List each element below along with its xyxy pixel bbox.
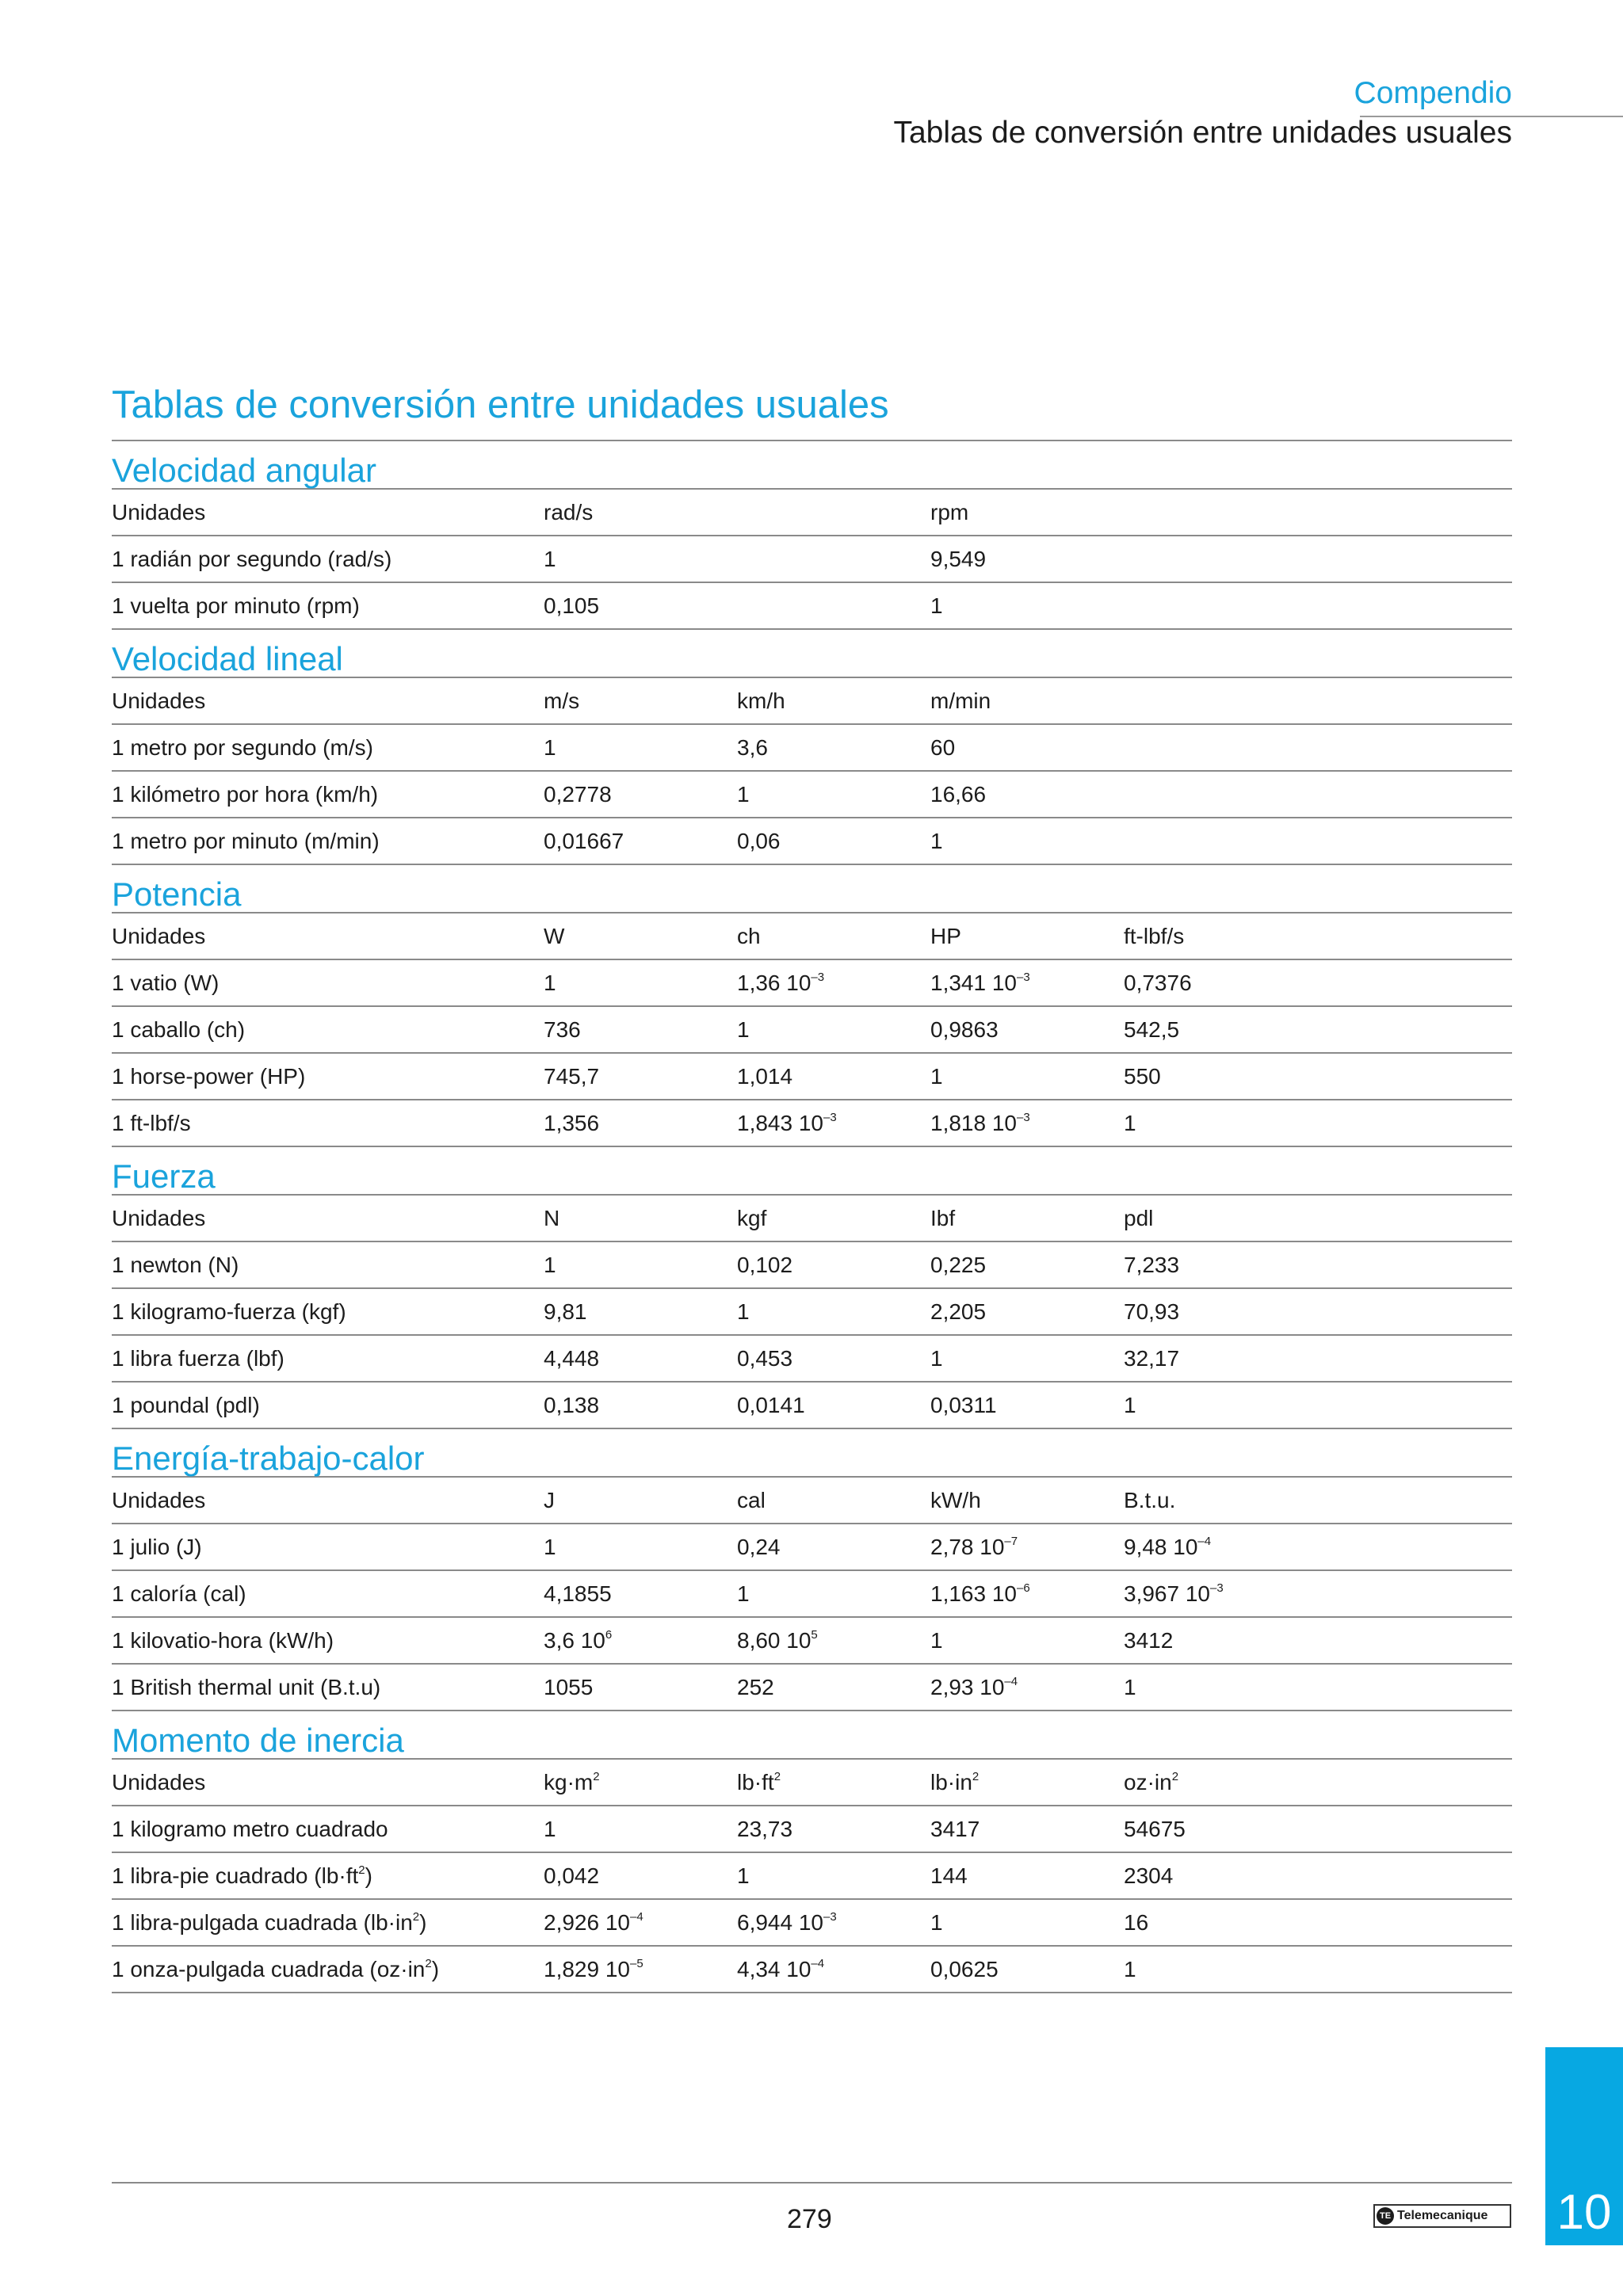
table-cell: 2,205: [930, 1288, 1124, 1335]
table-cell: 1: [544, 724, 737, 771]
table-cell: 1: [544, 959, 737, 1006]
table-cell: 0,102: [737, 1241, 930, 1288]
table-cell: 1: [544, 536, 737, 582]
table-cell: 0,7376: [1124, 959, 1512, 1006]
table-cell: 1 ft-lbf/s: [112, 1100, 544, 1146]
table-cell: 0,225: [930, 1241, 1124, 1288]
table-cell: 4,1855: [544, 1570, 737, 1617]
table-row: [112, 1946, 1512, 1993]
table-cell: 0,0141: [737, 1382, 930, 1428]
table-cell: 1: [930, 818, 1124, 864]
table-row: [112, 771, 1512, 818]
header-cell: W: [544, 913, 737, 959]
table-cell: 1 julio (J): [112, 1524, 544, 1570]
table-cell: 9,81: [544, 1288, 737, 1335]
table-cell: 0,01667: [544, 818, 737, 864]
table-row: [112, 1288, 1512, 1335]
header-cell: Ibf: [930, 1196, 1124, 1241]
table-cell: 1 poundal (pdl): [112, 1382, 544, 1428]
table-cell: 0,06: [737, 818, 930, 864]
table-cell: 2304: [1124, 1852, 1512, 1899]
table-cell: 0,0625: [930, 1946, 1124, 1993]
table-cell: 3,6 $10^6$: [544, 1617, 737, 1664]
table-row: [112, 1053, 1512, 1100]
table-cell: 1 caballo (ch): [112, 1006, 544, 1053]
table-cell: 0,453: [737, 1335, 930, 1382]
table-row: [112, 1100, 1512, 1146]
header-cell: ft-lbf/s: [1124, 913, 1512, 959]
table-cell: 4,448: [544, 1335, 737, 1382]
section-title: Velocidad angular: [112, 441, 1512, 490]
table-cell: 542,5: [1124, 1006, 1512, 1053]
table-row: [112, 1524, 1512, 1570]
table-cell: 1: [1124, 1664, 1512, 1711]
table-cell: 1055: [544, 1664, 737, 1711]
table-cell: 1: [737, 1288, 930, 1335]
table-cell: 1,014: [737, 1053, 930, 1100]
table-cell: 23,73: [737, 1806, 930, 1852]
table-row: [112, 1899, 1512, 1946]
table-row: [112, 1335, 1512, 1382]
table-cell: 1 radián por segundo (rad/s): [112, 536, 544, 582]
table-cell: 1: [1124, 1100, 1512, 1146]
content: [112, 379, 1512, 1993]
conversion-table: [112, 678, 1512, 865]
table-row: [112, 1664, 1512, 1711]
table-cell: 1,356: [544, 1100, 737, 1146]
table-cell: [1124, 724, 1512, 771]
header-cell: rad/s: [544, 490, 737, 536]
header-section-label: Compendio: [1354, 76, 1512, 110]
page-number: 279: [787, 2204, 832, 2234]
conversion-table: [112, 1478, 1512, 1711]
table-cell: 3412: [1124, 1617, 1512, 1664]
table-cell: 1 newton (N): [112, 1241, 544, 1288]
table-cell: 1 kilogramo metro cuadrado: [112, 1806, 544, 1852]
table-row: [112, 1806, 1512, 1852]
table-cell: 1: [544, 1241, 737, 1288]
chapter-number: 10: [1556, 2185, 1612, 2240]
table-row: [112, 1241, 1512, 1288]
table-cell: 1 vuelta por minuto (rpm): [112, 582, 544, 629]
table-cell: 0,2778: [544, 771, 737, 818]
table-header-row: [112, 678, 1512, 724]
conversion-table: [112, 490, 1512, 630]
section-title: Potencia: [112, 865, 1512, 913]
table-cell: 1 libra-pie cuadrado $(lb\cdot ft^2)$: [112, 1852, 544, 1899]
header-cell: Unidades: [112, 1760, 544, 1806]
table-cell: 1 vatio (W): [112, 959, 544, 1006]
table-cell: 1,341 $10^{-3}$: [930, 959, 1124, 1006]
table-cell: 252: [737, 1664, 930, 1711]
header-cell: Unidades: [112, 913, 544, 959]
header-cell: kW/h: [930, 1478, 1124, 1524]
table-cell: 0,24: [737, 1524, 930, 1570]
table-cell: 1 kilovatio-hora (kW/h): [112, 1617, 544, 1664]
table-cell: 1 British thermal unit (B.t.u): [112, 1664, 544, 1711]
table-cell: 3,6: [737, 724, 930, 771]
table-cell: 1: [737, 1570, 930, 1617]
header-cell: km/h: [737, 678, 930, 724]
header-cell: ch: [737, 913, 930, 959]
table-row: [112, 1617, 1512, 1664]
header-cell: Unidades: [112, 490, 544, 536]
table-cell: 144: [930, 1852, 1124, 1899]
table-cell: [1124, 582, 1512, 629]
header-cell: m/min: [930, 678, 1124, 724]
table-cell: 1,843 $10^{-3}$: [737, 1100, 930, 1146]
table-cell: 1 kilogramo-fuerza (kgf): [112, 1288, 544, 1335]
conversion-table: [112, 913, 1512, 1147]
table-header-row: [112, 1760, 1512, 1806]
table-cell: 6,944 $10^{-3}$: [737, 1899, 930, 1946]
table-cell: 4,34 $10^{-4}$: [737, 1946, 930, 1993]
chapter-tab: [1545, 2047, 1623, 2245]
table-cell: 1: [1124, 1382, 1512, 1428]
brand-mark-icon: TE: [1377, 2207, 1394, 2225]
section-title: Fuerza: [112, 1147, 1512, 1196]
header-cell: $kg\cdot m^2$: [544, 1760, 737, 1806]
header-cell: [1124, 490, 1512, 536]
table-row: [112, 1852, 1512, 1899]
section-title: Momento de inercia: [112, 1711, 1512, 1760]
table-cell: 1: [930, 1335, 1124, 1382]
table-cell: 70,93: [1124, 1288, 1512, 1335]
header-cell: Unidades: [112, 1478, 544, 1524]
table-row: [112, 1006, 1512, 1053]
table-cell: 1: [544, 1524, 737, 1570]
table-cell: 1: [930, 1053, 1124, 1100]
table-cell: [737, 582, 930, 629]
table-cell: 1: [737, 1852, 930, 1899]
table-cell: 16: [1124, 1899, 1512, 1946]
table-cell: 745,7: [544, 1053, 737, 1100]
header-cell: [737, 490, 930, 536]
table-cell: 550: [1124, 1053, 1512, 1100]
table-cell: 1,818 $10^{-3}$: [930, 1100, 1124, 1146]
table-row: [112, 582, 1512, 629]
table-cell: 1: [737, 771, 930, 818]
table-row: [112, 1570, 1512, 1617]
table-cell: 1 libra fuerza (lbf): [112, 1335, 544, 1382]
header-cell: B.t.u.: [1124, 1478, 1512, 1524]
table-cell: 3417: [930, 1806, 1124, 1852]
table-cell: 2,93 $10^{-4}$: [930, 1664, 1124, 1711]
footer-rule: [112, 2182, 1512, 2183]
table-cell: 1: [737, 1006, 930, 1053]
telemecanique-logo: [1373, 2204, 1511, 2228]
table-row: [112, 1382, 1512, 1428]
table-cell: 1,829 $10^{-5}$: [544, 1946, 737, 1993]
header-cell: J: [544, 1478, 737, 1524]
header-cell: Unidades: [112, 1196, 544, 1241]
header-cell: Unidades: [112, 678, 544, 724]
table-cell: 736: [544, 1006, 737, 1053]
table-cell: 1 libra-pulgada cuadrada $(lb\cdot in^2)$: [112, 1899, 544, 1946]
table-cell: 1: [930, 1899, 1124, 1946]
table-cell: 16,66: [930, 771, 1124, 818]
table-cell: 0,042: [544, 1852, 737, 1899]
header-cell: rpm: [930, 490, 1124, 536]
header-cell: $lb\cdot ft^2$: [737, 1760, 930, 1806]
table-cell: 1,163 $10^{-6}$: [930, 1570, 1124, 1617]
table-cell: 0,0311: [930, 1382, 1124, 1428]
table-cell: [1124, 536, 1512, 582]
table-cell: 0,138: [544, 1382, 737, 1428]
table-cell: 32,17: [1124, 1335, 1512, 1382]
table-cell: [737, 536, 930, 582]
table-cell: 1 metro por minuto (m/min): [112, 818, 544, 864]
header-cell: N: [544, 1196, 737, 1241]
table-cell: 7,233: [1124, 1241, 1512, 1288]
table-cell: 1 horse-power (HP): [112, 1053, 544, 1100]
table-cell: [1124, 818, 1512, 864]
header-cell: $lb\cdot in^2$: [930, 1760, 1124, 1806]
table-row: [112, 959, 1512, 1006]
table-cell: 2,78 $10^{-7}$: [930, 1524, 1124, 1570]
main-title: Tablas de conversión entre unidades usuales: [112, 379, 1512, 441]
table-header-row: [112, 1478, 1512, 1524]
table-cell: 1: [1124, 1946, 1512, 1993]
header-cell: kgf: [737, 1196, 930, 1241]
table-cell: 8,60 $10^5$: [737, 1617, 930, 1664]
brand-name: Telemecanique: [1397, 2209, 1488, 2222]
table-cell: 1: [544, 1806, 737, 1852]
table-cell: 2,926 $10^{-4}$: [544, 1899, 737, 1946]
table-header-row: [112, 913, 1512, 959]
table-cell: 9,48 $10^{-4}$: [1124, 1524, 1512, 1570]
conversion-table: [112, 1760, 1512, 1993]
table-cell: [1124, 771, 1512, 818]
section-title: Velocidad lineal: [112, 630, 1512, 678]
table-cell: 0,9863: [930, 1006, 1124, 1053]
header-cell: cal: [737, 1478, 930, 1524]
table-cell: 0,105: [544, 582, 737, 629]
conversion-table: [112, 1196, 1512, 1429]
header-cell: [1124, 678, 1512, 724]
header-cell: m/s: [544, 678, 737, 724]
table-cell: 3,967 $10^{-3}$: [1124, 1570, 1512, 1617]
table-row: [112, 724, 1512, 771]
table-cell: 54675: [1124, 1806, 1512, 1852]
table-row: [112, 536, 1512, 582]
table-cell: 1,36 $10^{-3}$: [737, 959, 930, 1006]
header-cell: HP: [930, 913, 1124, 959]
table-cell: 1: [930, 582, 1124, 629]
header-cell: $oz\cdot in^2$: [1124, 1760, 1512, 1806]
sections: [112, 441, 1512, 1993]
table-cell: 1 onza-pulgada cuadrada $(oz\cdot in^2)$: [112, 1946, 544, 1993]
table-header-row: [112, 1196, 1512, 1241]
table-header-row: [112, 490, 1512, 536]
header-cell: pdl: [1124, 1196, 1512, 1241]
table-row: [112, 818, 1512, 864]
section-title: Energía-trabajo-calor: [112, 1429, 1512, 1478]
table-cell: 1 kilómetro por hora (km/h): [112, 771, 544, 818]
table-cell: 1 metro por segundo (m/s): [112, 724, 544, 771]
table-cell: 9,549: [930, 536, 1124, 582]
table-cell: 1: [930, 1617, 1124, 1664]
table-cell: 60: [930, 724, 1124, 771]
table-cell: 1 caloría (cal): [112, 1570, 544, 1617]
header-title: Tablas de conversión entre unidades usuales: [893, 116, 1512, 150]
